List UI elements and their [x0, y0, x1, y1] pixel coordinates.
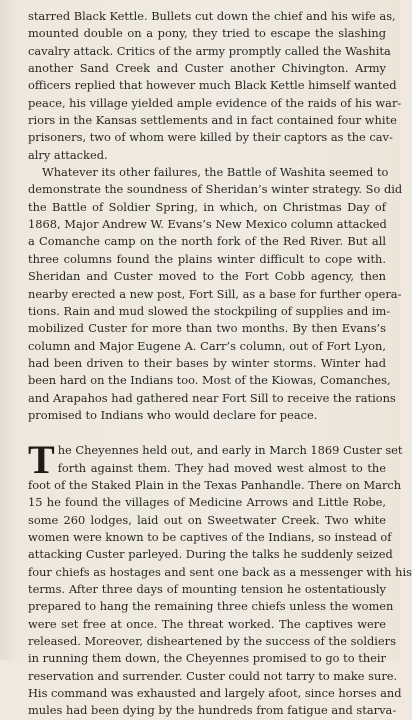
text-line: mounted double on a pony, they tried to escape the slashing [28, 26, 386, 41]
text-line: demonstrate the soundness of Sheridan’s winter strategy. So did [28, 182, 403, 197]
text-line: three columns found the plains winter difficult to cope with. [28, 251, 386, 266]
text-line: peace, his village yielded ample evidence of the raids of his war- [28, 95, 402, 110]
text-line: tions. Rain and mud slowed the stockpiling of supplies and im- [28, 303, 391, 318]
drop-cap: T [28, 437, 55, 483]
text-line: terms. After three days of mounting tension he ostentatiously [28, 582, 386, 596]
text-line: released. Moreover, disheartened by the success of the soldiers [28, 634, 396, 649]
text-line: cavalry attack. Critics of the army promptly called the Washita [28, 43, 391, 58]
text-line: column and Major Eugene A. Carr’s column, out of Fort Lyon, [28, 338, 386, 353]
text-line: mules had been dying by the hundreds from fatigue and starva- [28, 703, 397, 718]
text-line: prepared to hang the remaining three chiefs unless the women [28, 599, 394, 614]
text-line: promised to Indians who would declare for peace. [28, 407, 318, 422]
text-line: another Sand Creek and Custer another Chivington. Army [28, 61, 386, 76]
text-line: riors in the Kansas settlements and in fact contained four white [28, 113, 397, 128]
text-line: been hard on the Indians too. Most of the Kiowas, Comanches, [28, 373, 391, 388]
text-line: four chiefs as hostages and sent one back as a messenger with his [28, 564, 412, 579]
paragraph-washita-aftermath [28, 8, 402, 164]
text-line: a Comanche camp on the north fork of the Red River. But all [28, 234, 386, 249]
text-line: were set free at once. The threat worked. The captives were [28, 616, 386, 631]
text-line: starred Black Kettle. Bullets cut down the chief and his wife as, [28, 9, 396, 23]
text-line: some 260 lodges, laid out on Sweetwater Creek. Two white [28, 512, 386, 527]
text-line: Whatever its other failures, the Battle of Washita seemed to [42, 165, 389, 180]
text-line: Sheridan and Custer moved to the Fort Cobb agency, then [28, 269, 386, 284]
text-line: women were known to be captives of the Indians, so instead of [28, 529, 392, 544]
text-line: in running them down, the Cheyennes promised to go to their [28, 651, 386, 666]
text-line: reservation and surrender. Custer could not tarry to make sure. [28, 668, 398, 683]
text-line: 15 he found the villages of Medicine Arrows and Little Robe, [28, 495, 386, 510]
text-line: and Arapahos had gathered near Fort Sill to receive the rations [28, 390, 396, 405]
text-line: had been driven to their bases by winter storms. Winter had [28, 355, 386, 370]
paragraph-winter-strategy [28, 164, 403, 424]
text-line: 1868, Major Andrew W. Evans’s New Mexico column attacked [28, 217, 387, 232]
text-line: he Cheyennes held out, and early in March 1869 Custer set [57, 443, 403, 458]
text-line: mobilized Custer for more than two months. By then Evans’s [28, 321, 386, 336]
text-line: His command was exhausted and largely afoot, since horses and [28, 686, 402, 701]
text-line: forth against them. They had moved west almost to the [57, 460, 386, 475]
text-line: attacking Custer parleyed. During the talks he suddenly seized [28, 547, 393, 562]
text-line: alry attacked. [28, 147, 108, 162]
text-line: officers replied that however much Black Kettle himself wanted [28, 78, 397, 93]
text-line: the Battle of Soldier Spring, in which, on Christmas Day of [28, 199, 386, 214]
section-break [28, 424, 386, 442]
text-line: foot of the Staked Plain in the Texas Panhandle. There on March [28, 477, 402, 492]
text-line: nearby erected a new post, Fort Sill, as a base for further opera- [28, 286, 402, 301]
text-line: prisoners, two of whom were killed by their captors as the cav- [28, 130, 393, 145]
paragraph-cheyennes [28, 437, 412, 720]
